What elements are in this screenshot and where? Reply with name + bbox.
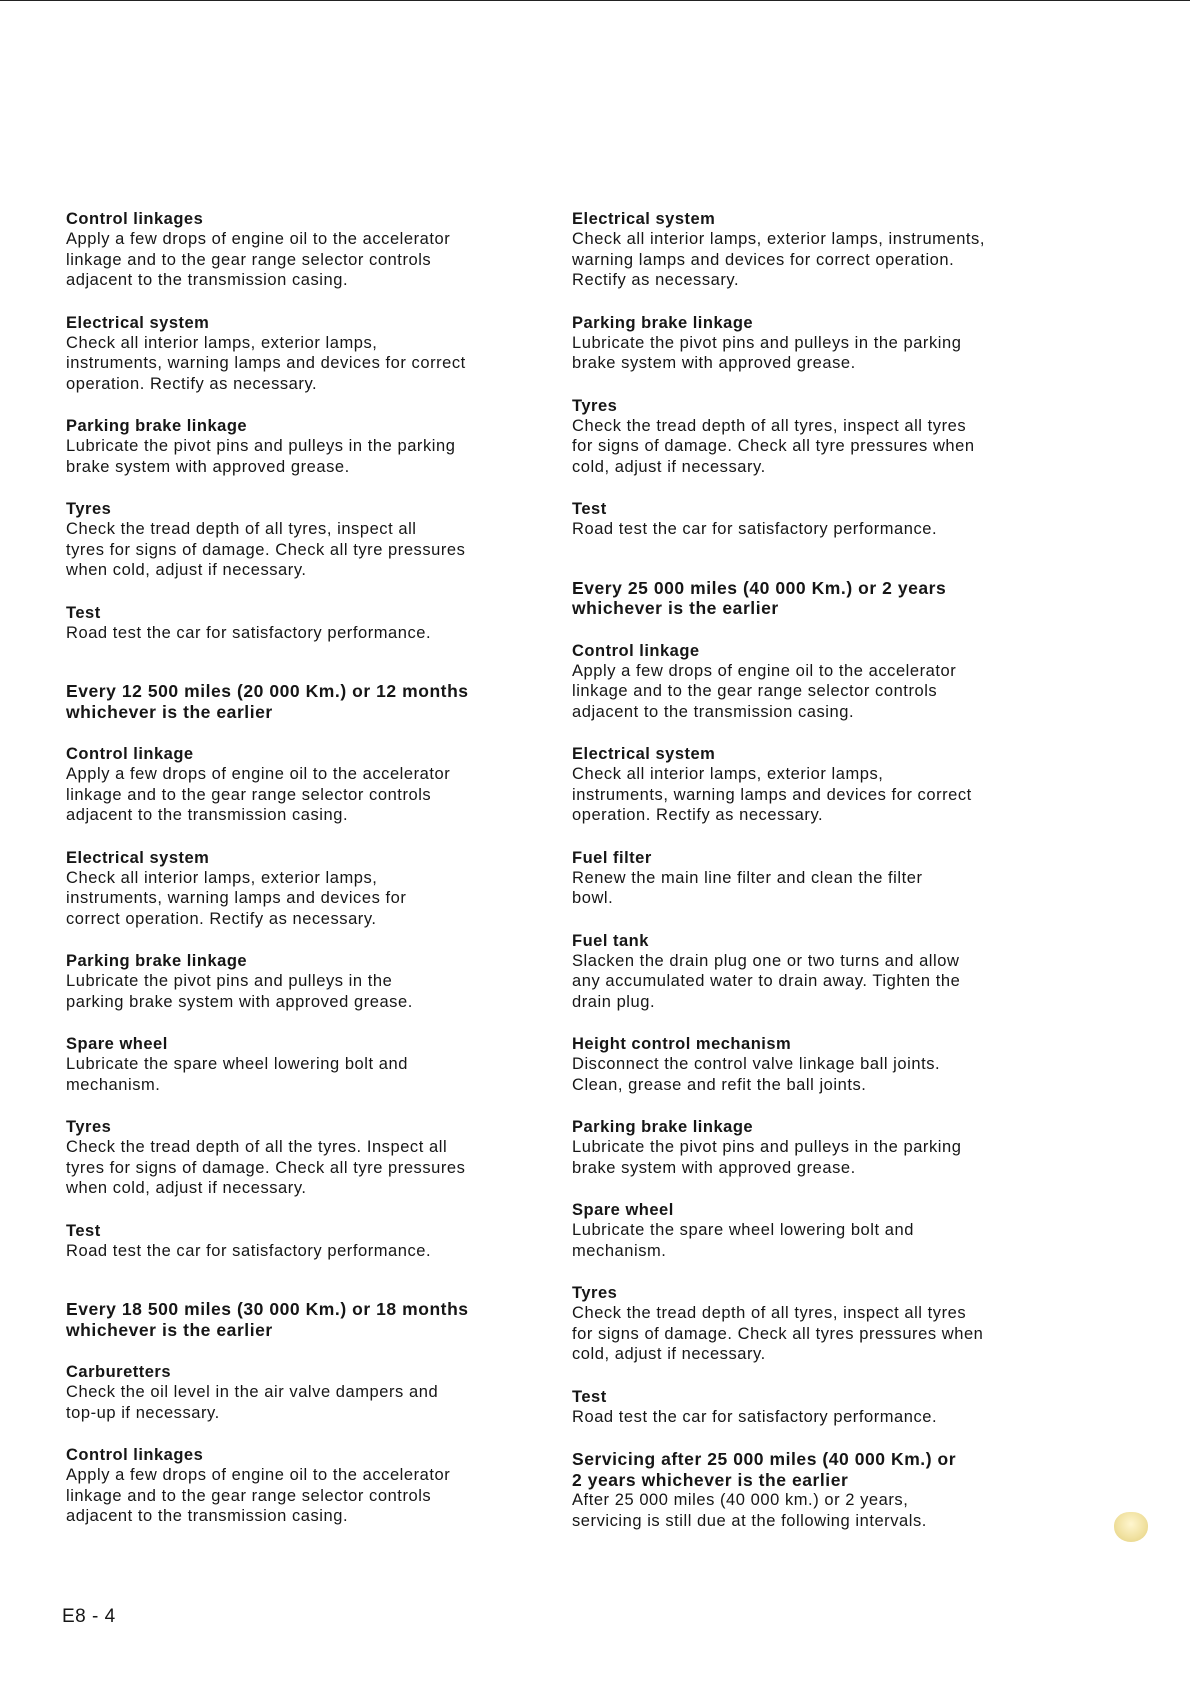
service-item — [66, 1362, 536, 1423]
service-item-text: Lubricate the pivot pins and pulleys in the parking brake system with approved grease. — [572, 333, 962, 372]
interval-heading: Every 12 500 miles (20 000 Km.) or 12 months whichever is the earlier — [66, 681, 469, 722]
service-item-text: Check the tread depth of all tyres, inspect all tyres for signs of damage. Check all tyre pressures when cold, adjust if necessary. — [66, 520, 466, 579]
service-item-text: Apply a few drops of engine oil to the accelerator linkage and to the gear range selector controls adjacent to the transmission casing. — [66, 230, 451, 289]
service-item — [66, 1445, 536, 1527]
service-item — [572, 641, 1042, 723]
service-item-heading: Test — [572, 500, 607, 518]
service-item-text: Check all interior lamps, exterior lamps, instruments, warning lamps and devices for correct operation. Rectify as necessary. — [572, 230, 985, 289]
service-item-text: Lubricate the pivot pins and pulleys in the parking brake system with approved grease. — [66, 972, 413, 1011]
paper-stain-mark — [1114, 1512, 1148, 1542]
service-item-text: Check the oil level in the air valve dampers and top-up if necessary. — [66, 1383, 439, 1422]
service-item — [66, 603, 536, 644]
service-item — [572, 744, 1042, 826]
service-item-heading: Parking brake linkage — [572, 313, 754, 332]
interval-section — [572, 578, 1042, 619]
service-item — [572, 499, 1042, 540]
service-item-heading: Spare wheel — [572, 1201, 674, 1219]
service-item-text: Lubricate the spare wheel lowering bolt and mechanism. — [572, 1221, 914, 1260]
service-item-text: Road test the car for satisfactory performance. — [572, 1407, 938, 1426]
service-item-heading: Control linkages — [66, 210, 204, 228]
interval-heading: Every 25 000 miles (40 000 Km.) or 2 years whichever is the earlier — [572, 577, 947, 618]
service-item — [66, 209, 536, 291]
service-item — [572, 848, 1042, 909]
service-item — [66, 1034, 536, 1095]
service-item — [572, 209, 1042, 291]
service-item-heading: Parking brake linkage — [572, 1118, 754, 1136]
service-item — [572, 1387, 1042, 1428]
service-item-text: Lubricate the pivot pins and pulleys in the parking brake system with approved grease. — [66, 437, 456, 476]
service-item-heading: Fuel filter — [572, 848, 652, 867]
page-number: E8 - 4 — [62, 1606, 116, 1627]
service-item-text: Road test the car for satisfactory performance. — [66, 623, 432, 642]
service-item — [572, 1117, 1042, 1178]
right-column — [572, 209, 1042, 1553]
left-column — [66, 209, 536, 1549]
service-item — [66, 416, 536, 477]
service-item-heading: Test — [572, 1387, 607, 1406]
service-item-heading: Tyres — [66, 500, 112, 518]
service-item-heading: Electrical system — [66, 313, 210, 332]
service-item-text: Lubricate the pivot pins and pulleys in the parking brake system with approved grease. — [572, 1138, 962, 1177]
interval-section — [572, 1449, 1042, 1531]
interval-heading: Servicing after 25 000 miles (40 000 Km.) or 2 years whichever is the earlier — [572, 1449, 957, 1490]
service-item-heading: Height control mechanism — [572, 1035, 792, 1053]
interval-section — [66, 1299, 536, 1340]
service-item-heading: Tyres — [572, 1284, 618, 1302]
service-item-text: Check all interior lamps, exterior lamps, instruments, warning lamps and devices for correct operation. Rectify as necessary. — [66, 333, 466, 393]
service-item-text: Disconnect the control valve linkage ball joints. Clean, grease and refit the ball joints. — [572, 1055, 941, 1094]
service-item-text: Slacken the drain plug one or two turns and allow any accumulated water to drain away. Tighten the drain plug. — [572, 951, 961, 1011]
service-item-text: Apply a few drops of engine oil to the accelerator linkage and to the gear range selector controls adjacent to the transmission casing. — [66, 765, 451, 824]
service-item-heading: Tyres — [66, 1118, 112, 1136]
service-item-heading: Electrical system — [66, 848, 210, 867]
service-item-heading: Test — [66, 603, 101, 622]
service-item-text: Apply a few drops of engine oil to the accelerator linkage and to the gear range selector controls adjacent to the transmission casing. — [66, 1466, 451, 1525]
service-item-heading: Spare wheel — [66, 1035, 168, 1053]
service-item-heading: Tyres — [572, 396, 618, 415]
service-item — [66, 499, 536, 581]
service-item — [572, 931, 1042, 1013]
service-item — [66, 951, 536, 1012]
service-item-heading: Test — [66, 1221, 101, 1240]
interval-section — [66, 681, 536, 722]
service-item-heading: Carburetters — [66, 1363, 172, 1381]
service-item-text: Check the tread depth of all the tyres. Inspect all tyres for signs of damage. Check all tyre pressures when cold, adjust if necessary. — [66, 1138, 466, 1197]
service-item-heading: Parking brake linkage — [66, 952, 248, 970]
service-item — [66, 1221, 536, 1262]
service-item-text: Apply a few drops of engine oil to the accelerator linkage and to the gear range selector controls adjacent to the transmission casing. — [572, 661, 957, 721]
service-item-heading: Electrical system — [572, 745, 716, 763]
service-item — [572, 396, 1042, 478]
service-item-text: Road test the car for satisfactory performance. — [66, 1241, 432, 1260]
service-item — [66, 313, 536, 395]
service-item — [572, 1200, 1042, 1261]
service-item — [572, 1283, 1042, 1365]
service-item — [66, 1117, 536, 1199]
service-item — [572, 1034, 1042, 1095]
service-item-heading: Fuel tank — [572, 931, 649, 950]
interval-note: After 25 000 miles (40 000 km.) or 2 years, servicing is still due at the following intervals. — [572, 1491, 927, 1530]
service-item-heading: Parking brake linkage — [66, 417, 248, 435]
service-item-text: Check all interior lamps, exterior lamps, instruments, warning lamps and devices for correct operation. Rectify as necessary. — [66, 868, 407, 928]
service-item-heading: Control linkages — [66, 1446, 204, 1464]
service-item-text: Check the tread depth of all tyres, inspect all tyres for signs of damage. Check all tyre pressures when cold, adjust if necessary. — [572, 416, 975, 476]
service-item-heading: Control linkage — [572, 641, 700, 660]
service-item-text: Lubricate the spare wheel lowering bolt and mechanism. — [66, 1055, 408, 1094]
service-item — [66, 744, 536, 826]
service-item-heading: Control linkage — [66, 745, 194, 763]
service-item-text: Check all interior lamps, exterior lamps, instruments, warning lamps and devices for correct operation. Rectify as necessary. — [572, 765, 972, 824]
service-item — [66, 848, 536, 930]
service-item-text: Renew the main line filter and clean the filter bowl. — [572, 868, 923, 907]
service-item — [572, 313, 1042, 374]
service-item-text: Check the tread depth of all tyres, inspect all tyres for signs of damage. Check all tyres pressures when cold, adjust if necessary. — [572, 1304, 984, 1363]
interval-heading: Every 18 500 miles (30 000 Km.) or 18 months whichever is the earlier — [66, 1299, 469, 1340]
top-edge-line — [0, 0, 1190, 1]
service-item-text: Road test the car for satisfactory performance. — [572, 520, 938, 538]
service-item-heading: Electrical system — [572, 210, 716, 228]
